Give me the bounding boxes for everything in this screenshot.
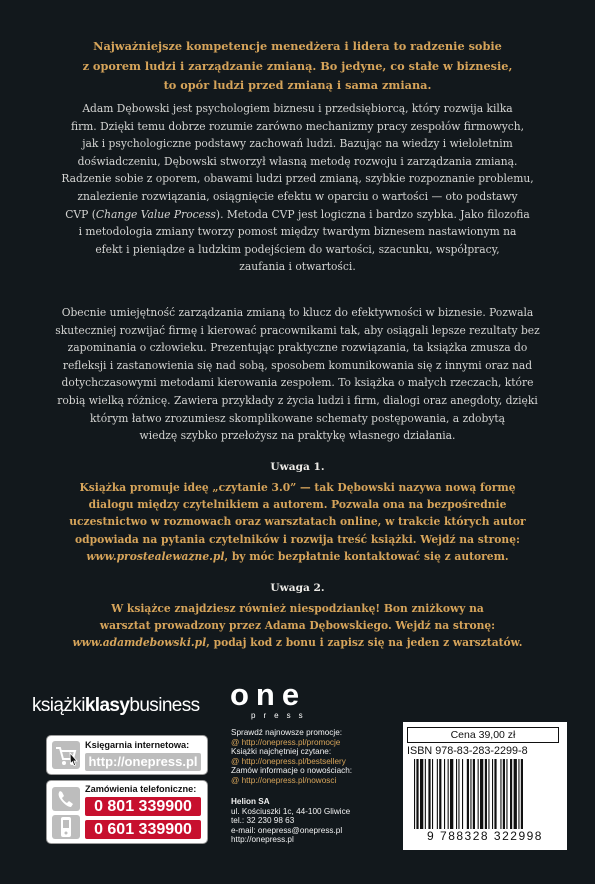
text-line: jak i psychologiczne podstawy zachowań ludzi. Bazując na wiedzy i wieloletnim	[82, 137, 513, 151]
text-line: znalezienie rozwiązania, osiągnięcie efektu w oparciu o wartości — oto podstawy	[77, 189, 518, 203]
text-line: uczestnictwo w rozmowach oraz warsztatach online, w trakcie których autor	[69, 515, 526, 529]
author-site-link[interactable]: www.prostealewazne.pl	[86, 549, 225, 563]
note-2-text	[40, 600, 555, 652]
barcode-bar	[467, 759, 469, 829]
promo-links	[231, 728, 396, 785]
barcode-bar	[510, 759, 512, 829]
text-line: refleksji i zastanowienia się nad sobą, sposobem komunikowania się z innymi oraz nad	[62, 358, 533, 372]
barcode-bar	[448, 759, 449, 829]
barcode-panel	[403, 722, 567, 850]
note-1-text	[40, 479, 555, 565]
text-line: wiedzę szybko przełożysz na praktykę własnego działania.	[139, 429, 456, 443]
text-line: , podaj kod z bonu i zapisz się na jeden z warsztatów.	[206, 636, 523, 650]
series-logo-part: business	[129, 695, 200, 716]
series-logo	[32, 695, 200, 717]
price-label: Cena 39,00 zł	[407, 727, 559, 743]
note-1-heading: Uwaga 1.	[270, 461, 325, 473]
publisher-logo-sub: press	[251, 711, 311, 720]
text-line: robią wielką różnicę. Zawiera przykłady z życia ludzi i firm, dialogi oraz anegdoty, dzięki	[57, 393, 538, 407]
barcode-bar	[456, 759, 457, 829]
text-line: i metodologia zmiany tworzy pomost między twardym biznesem nastawionym na	[78, 225, 517, 239]
barcode-bar	[503, 759, 505, 829]
isbn-number: ISBN 978-83-283-2299-8	[407, 745, 528, 757]
barcode-bar	[428, 759, 430, 829]
text-line: W książce znajdziesz również niespodziankę! Bon zniżkowy na	[111, 602, 484, 615]
text-line: ). Metoda CVP jest logiczna i bardzo szybka. Jako filozofia	[215, 207, 530, 221]
barcode-bar	[462, 759, 463, 829]
barcode-bar	[458, 759, 459, 829]
promo-label: Zamów informacje o nowościach:	[231, 766, 353, 775]
barcode-bar	[492, 759, 493, 829]
address-website[interactable]: http://onepress.pl	[231, 835, 294, 844]
barcode-bar	[470, 759, 471, 829]
lead-text	[40, 37, 555, 96]
shopping-cart-icon	[52, 741, 80, 769]
landline-number[interactable]: 0 801 339900	[85, 797, 201, 816]
barcode-bar	[500, 759, 501, 829]
text-line: którym łatwo zrozumiesz skomplikowane schematy postępowania, a zdobytą	[89, 411, 506, 425]
barcode-bar	[425, 759, 426, 829]
shop-url-link[interactable]: http://onepress.pl	[85, 753, 201, 771]
lead-line: to opór ludzi przed zmianą i sama zmiana.	[163, 78, 432, 92]
news-link[interactable]: @ http://onepress.pl/nowosci	[231, 775, 337, 785]
promo-url[interactable]: http://onepress.pl/promocje	[241, 737, 341, 747]
phone-orders-box	[46, 780, 208, 844]
mobile-number[interactable]: 0 601 339900	[85, 820, 201, 839]
series-logo-part: klasy	[84, 695, 130, 716]
barcode-bar	[444, 759, 445, 829]
promo-link[interactable]: @ http://onepress.pl/promocje	[231, 737, 341, 747]
text-line: Adam Dębowski jest psychologiem biznesu i przedsiębiorcą, który rozwija kilka	[82, 102, 513, 115]
barcode-bar	[414, 759, 415, 829]
publisher-name: Helion SA	[231, 797, 270, 806]
note-2-heading: Uwaga 2.	[270, 582, 325, 594]
workshop-site-link[interactable]: www.adamdebowski.pl	[72, 636, 207, 650]
barcode-bar	[437, 759, 438, 829]
description-paragraph-1	[40, 100, 555, 276]
mobile-phone-icon	[52, 815, 80, 839]
bestsellers-link[interactable]: @ http://onepress.pl/bestsellery	[231, 756, 346, 766]
address-phone: tel.: 32 230 98 63	[231, 816, 295, 825]
bestsellers-url[interactable]: http://onepress.pl/bestsellery	[241, 756, 346, 766]
barcode-bar	[521, 759, 523, 829]
ean-digits: 9 788328 322998	[427, 829, 543, 843]
promo-label: Książki najchętniej czytane:	[231, 747, 332, 756]
phone-icon	[52, 787, 80, 811]
text-line: CVP (	[65, 207, 96, 221]
text-line: Radzenie sobie z oporem, obawami ludzi przed zmianą, szybkie rozpoznanie problemu,	[61, 172, 534, 186]
publisher-logo: one	[230, 677, 307, 712]
method-name: Change Value Process	[95, 207, 216, 221]
description-paragraph-2	[40, 304, 555, 445]
news-url[interactable]: http://onepress.pl/nowosci	[241, 775, 337, 785]
address-email[interactable]: e-mail: onepress@onepress.pl	[231, 825, 343, 835]
promo-label: Sprawdź najnowsze promocje:	[231, 728, 343, 737]
publisher-address	[231, 797, 396, 845]
text-line: doświadczeniu, Dębowski stworzył własną metodę rozwoju i zarządzania zmianą.	[77, 154, 518, 168]
barcode-bar	[416, 759, 418, 829]
text-line: firm. Dzięki temu dobrze rozumie zarówno mechanizmy pracy zespołów firmowych,	[70, 119, 525, 133]
barcode-bar	[518, 759, 519, 829]
phone-label: Zamówienia telefoniczne:	[85, 784, 197, 794]
barcode-bar	[432, 759, 433, 829]
series-logo-part: książki	[32, 695, 85, 716]
barcode-bar	[488, 759, 489, 829]
text-line: efekt i pieniądze a ludzkim podejściem do wartości, szacunku, współpracy,	[95, 242, 500, 256]
text-line: zapominania o człowieku. Prezentując praktyczne rozwiązania, ta książka zmusza do	[67, 341, 528, 355]
text-line: zaufania i otwartości.	[239, 260, 356, 274]
text-line: odpowiada na pytania czytelników i rozwija treść książki. Wejdź na stronę:	[75, 532, 520, 546]
barcode-bar	[485, 759, 487, 829]
lead-line: z oporem ludzi i zarządzanie zmianą. Bo jedyne, co stałe w biznesie,	[82, 58, 513, 73]
barcode-bar	[480, 759, 483, 829]
text-line: dotychczasowymi metodami kierowania zespołem. To książka o małych rzeczach, które	[61, 376, 534, 390]
barcode-bar	[514, 759, 517, 829]
address-street: ul. Kościuszki 1c, 44-100 Gliwice	[231, 806, 351, 816]
barcode-bar	[506, 759, 507, 829]
barcode-bar	[494, 759, 496, 829]
text-line: dialogu między czytelnikiem a autorem. Pozwala ona na bezpośrednie	[88, 498, 507, 512]
text-line: warsztat prowadzony przez Adama Dębowskiego. Wejdź na stronę:	[99, 619, 496, 633]
barcode-image	[414, 759, 556, 831]
barcode-bar	[473, 759, 475, 829]
barcode-bar	[450, 759, 453, 829]
text-line: Książka promuje ideę „czytanie 3.0” — tak Dębowski nazywa nową formę	[79, 481, 516, 494]
barcode-bar	[439, 759, 441, 829]
text-line: , by móc bezpłatnie kontaktować się z autorem.	[224, 549, 509, 563]
barcode-bar	[420, 759, 423, 829]
text-line: skuteczniej rozwijać firmę i kierować pracownikami tak, aby osiągali lepsze rezultaty bez	[55, 323, 540, 337]
shop-label: Księgarnia internetowa:	[85, 740, 190, 750]
barcode-bar	[478, 759, 479, 829]
text-line: Obecnie umiejętność zarządzania zmianą to klucz do efektywności w biznesie. Pozwala	[61, 306, 534, 319]
lead-line: Najważniejsze kompetencje menedżera i lidera to radzenie sobie	[93, 39, 502, 53]
online-shop-box	[46, 735, 208, 775]
